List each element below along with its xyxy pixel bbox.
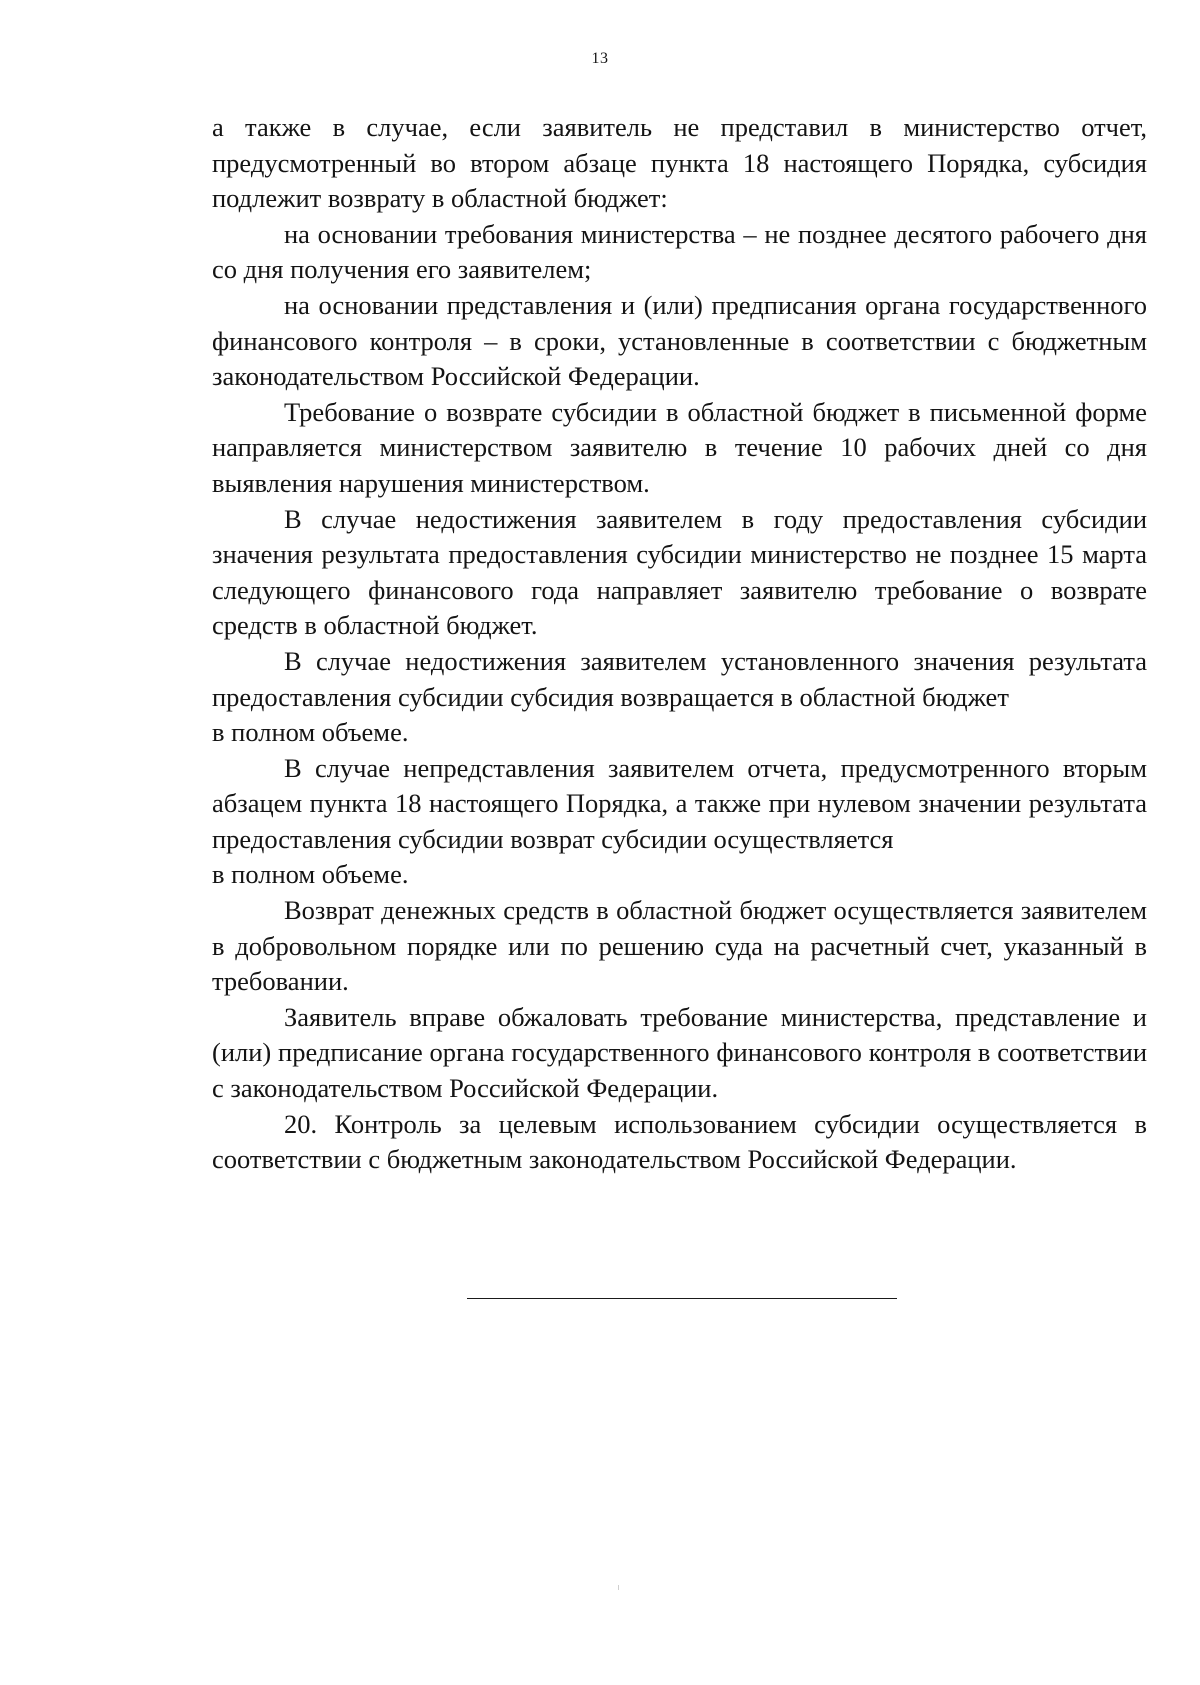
paragraph-report-not-submitted: В случае непредставления заявителем отчета, предусмотренного вторым абзацем пункта 18 настоящего Порядка, а также при нулевом значении результата предоставления субсидии возврат субсидии осуществляется <box>212 752 1147 854</box>
paragraph-ministry-requirement: на основании требования министерства – не позднее десятого рабочего дня со дня получения его заявителем; <box>212 218 1147 285</box>
paragraph-full-amount-2: в полном объеме. <box>212 859 409 890</box>
paragraph-set-value-not-achieved: В случае недостижения заявителем установленного значения результата предоставления субсидии субсидия возвращается в областной бюджет <box>212 645 1147 712</box>
paragraph-refund-conditions: а также в случае, если заявитель не представил в министерство отчет, предусмотренный во втором абзаце пункта 18 настоящего Порядка, субсидия подлежит возврату в областной бюджет: <box>212 112 1147 214</box>
paragraph-control-clause-20: 20. Контроль за целевым использованием субсидии осуществляется в соответствии с бюджетным законодательством Российской Федерации. <box>212 1108 1147 1175</box>
document-body <box>212 110 1147 1178</box>
paragraph-full-amount-1: в полном объеме. <box>212 717 409 748</box>
paragraph-financial-control: на основании представления и (или) предписания органа государственного финансового контроля – в сроки, установленные в соответствии с бюджетным законодательством Российской Федерации. <box>212 289 1147 392</box>
paragraph-appeal-right: Заявитель вправе обжаловать требование министерства, представление и (или) предписание органа государственного финансового контроля в соответствии с законодательством Российской Федерации. <box>212 1001 1147 1104</box>
end-of-document-rule <box>467 1298 897 1299</box>
scan-artifact <box>618 1585 619 1590</box>
paragraph-funds-return: Возврат денежных средств в областной бюджет осуществляется заявителем в добровольном порядке или по решению суда на расчетный счет, указанный в требовании. <box>212 895 1147 997</box>
page-number: 13 <box>591 50 609 67</box>
paragraph-written-demand: Требование о возврате субсидии в областной бюджет в письменной форме направляется министерством заявителю в течение 10 рабочих дней со дня выявления нарушения министерством. <box>212 396 1147 498</box>
paragraph-result-not-achieved: В случае недостижения заявителем в году предоставления субсидии значения результата предоставления субсидии министерство не позднее 15 марта следующего финансового года направляет заявителю требование о возврате средств в областной бюджет. <box>212 503 1147 641</box>
